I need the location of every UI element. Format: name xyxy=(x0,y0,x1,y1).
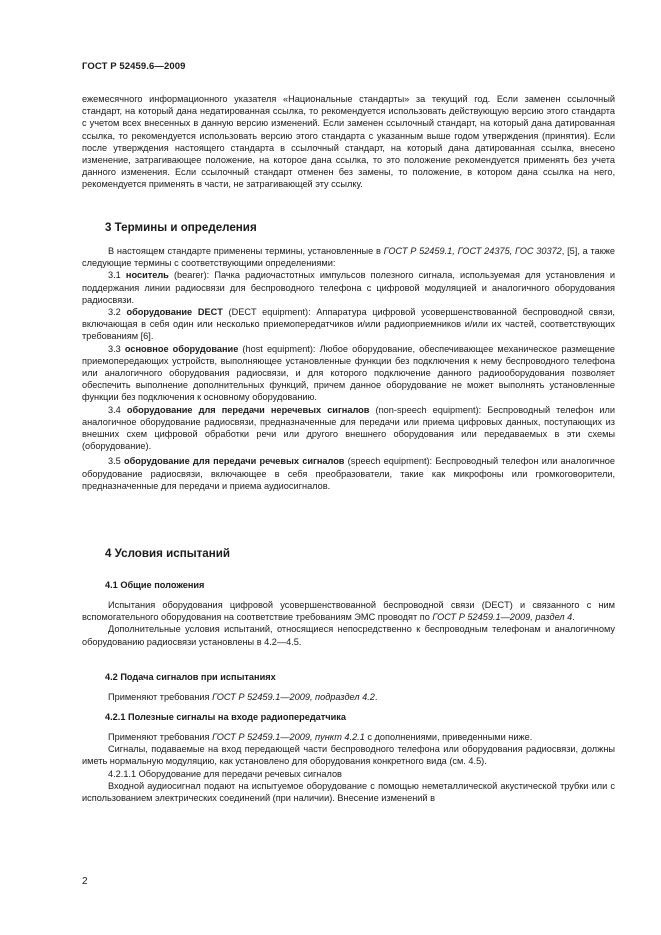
s42-text-end: . xyxy=(374,692,378,702)
s421-ref: ГОСТ Р 52459.1—2009, пункт 4.2.1 xyxy=(212,732,365,742)
term-definition: Беспроводный телефон или аналогичное оборудование радиосвязи, включающее в себя преобразователи, такие как микрофоны или громкоговорители, предназначенные для передачи и приема аудиосигналов. xyxy=(82,456,615,491)
section-3-body xyxy=(82,245,615,492)
subsection-4-1-body xyxy=(82,599,615,648)
term-english: (speech equipment): xyxy=(344,456,436,467)
term-3-3 xyxy=(82,343,615,404)
section-3-intro xyxy=(82,245,615,269)
section-3-heading: 3 Термины и определения xyxy=(105,221,257,234)
intro-refs: ГОСТ Р 52459.1, ГОСТ 24375, ГОС 30372 xyxy=(383,246,562,256)
intro-text-end: , [5], а также следующие термины с соответствующими определениями: xyxy=(82,246,615,269)
s42-paragraph xyxy=(82,691,615,703)
s42-ref: ГОСТ Р 52459.1—2009, подраздел 4.2 xyxy=(212,692,375,702)
s4211-paragraph: Входной аудиосигнал подают на испытуемое оборудование с помощью неметаллической акустической трубки или с использованием электрических соединений (при наличии). Внесение изменений в xyxy=(82,780,615,804)
term-3-4 xyxy=(82,404,615,453)
s41-text: Испытания оборудования цифровой усовершенствованной беспроводной связи (DECT) и связанного с ним вспомогательного оборудования на соответствие требованиям ЭМС проводят по xyxy=(82,600,615,623)
s41-ref: ГОСТ Р 52459.1—2009, раздел 4 xyxy=(432,612,573,623)
term-number: 3.1 xyxy=(108,270,126,281)
subsection-4-2-1-body xyxy=(82,731,615,804)
term-name: оборудование для передачи речевых сигналов xyxy=(124,456,345,467)
s41-paragraph-2: Дополнительные условия испытаний, относящиеся непосредственно к беспроводным телефонам и аналогичному оборудованию радиосвязи установлены в 4.2—4.5. xyxy=(82,624,615,647)
term-english: (host equipment): xyxy=(238,343,320,354)
s41-text-end: . xyxy=(572,612,575,623)
term-number: 3.5 xyxy=(108,456,125,467)
subsection-4-2-body xyxy=(82,691,615,703)
term-name: оборудование для передачи неречевых сигналов xyxy=(126,404,370,415)
term-definition: Аппаратура цифровой усовершенствованной беспроводной связи, включающая в себя один или несколько приемопередатчиков и/или радиоприемников и/или их частей, соответствующих требованиям [6]. xyxy=(82,307,615,342)
term-name: носитель xyxy=(125,270,169,281)
term-english: (bearer): xyxy=(168,270,215,281)
running-header: ГОСТ Р 52459.6—2009 xyxy=(82,61,186,72)
s421-paragraph-1 xyxy=(82,731,615,743)
page-number: 2 xyxy=(82,876,88,887)
term-name: основное оборудование xyxy=(124,343,239,354)
intro-paragraph: ежемесячного информационного указателя «Национальные стандарты» за текущий год. Если заменен ссылочный стандарт, на который дана недатированная ссылка, то рекомендуется использовать действующую версию этого стандарта с учетом всех внесенных в данную версию изменений. Если заменен ссылочный стандарт, на который дана датированная ссылка, то рекомендуется использовать версию этого стандарта с указанным выше годом утверждения (принятия). Если после утверждения настоящего стандарта в ссылочный стандарт, на который дана датированная ссылка, внесено изменение, затрагивающее положение, на которое дана ссылка, то это положение рекомендуется применять без учета данного изменения. Если ссылочный стандарт отменен без замены, то положение, в котором дана ссылка на него, рекомендуется применять в части, не затрагивающей эту ссылку. xyxy=(82,94,615,190)
subsection-4-2-heading: 4.2 Подача сигналов при испытаниях xyxy=(105,672,276,682)
term-3-5 xyxy=(82,455,615,492)
subsection-4-1-heading: 4.1 Общие положения xyxy=(105,580,205,590)
s421-text: Применяют требования xyxy=(108,732,213,742)
term-3-1 xyxy=(82,269,615,306)
subsection-4-2-1-heading: 4.2.1 Полезные сигналы на входе радиопередатчика xyxy=(105,712,346,722)
term-english: (DECT equipment): xyxy=(222,307,317,318)
term-definition: Любое оборудование, обеспечивающее механическое размещение приемопередающих устройств, выполняющее установленные функции без подключения к нему беспроводного телефона или аналогичного оборудования радиосвязи, и для которого подключение данного радиооборудования позволяет обеспечить выполнение дополнительных функций, причем данное оборудование не может выполнять установленные функции без подключения к основному оборудованию. xyxy=(82,343,615,403)
term-number: 3.4 xyxy=(108,404,127,415)
term-number: 3.2 xyxy=(108,307,127,318)
s41-paragraph-1 xyxy=(82,599,615,623)
s421-text-end: с дополнениями, приведенными ниже. xyxy=(364,732,533,742)
s421-paragraph-2: Сигналы, подаваемые на вход передающей части беспроводного телефона или оборудования радиосвязи, должны иметь нормальную модуляцию, как установлено для оборудования конкретного вида (см. 4.5). xyxy=(82,744,615,767)
s4211-heading: 4.2.1.1 Оборудование для передачи речевых сигналов xyxy=(108,768,342,779)
term-english: (non-speech equipment): xyxy=(369,404,488,415)
term-name: оборудование DECT xyxy=(126,307,223,318)
s42-text: Применяют требования xyxy=(108,692,213,702)
term-definition: Беспроводный телефон или аналогичное оборудование радиосвязи, предназначенные для передачи или приема цифровых данных, поступающих из внешних схем цифровой обработки речи или другого внешнего оборудования или передаваемых в эти схемы (оборудование). xyxy=(82,404,616,452)
intro-paragraph-block xyxy=(82,93,615,191)
section-4-heading: 4 Условия испытаний xyxy=(105,547,230,560)
term-number: 3.3 xyxy=(108,343,125,354)
term-definition: Пачка радиочастотных импульсов полезного сигнала, используемая для установления и поддержания линии радиосвязи для беспроводного телефона с цифровой модуляцией и аналогичного оборудования радиосвязи. xyxy=(82,270,615,305)
intro-text: В настоящем стандарте применены термины, установленные в xyxy=(108,246,384,256)
term-3-2 xyxy=(82,306,615,343)
